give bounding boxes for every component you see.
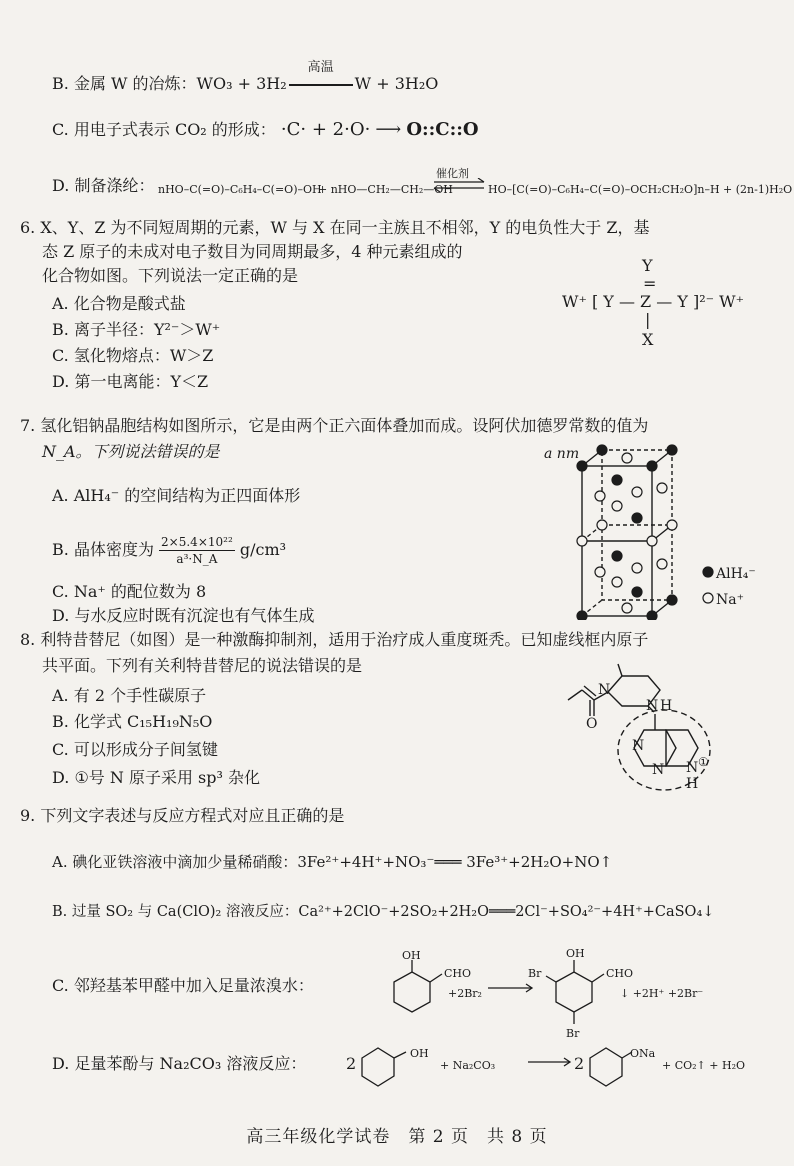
question-number: 6.	[20, 218, 36, 237]
option-text: ①号 N 原子采用 sp³ 杂化	[74, 768, 260, 787]
q7-option-b	[52, 534, 286, 567]
electron-rhs: O::C::O	[406, 119, 479, 140]
crystal-cell-figure	[540, 440, 790, 620]
option-c-co2-line	[52, 120, 479, 140]
reagent-na2co3: + Na₂CO₃	[440, 1059, 496, 1072]
product-cho: CHO	[606, 967, 634, 980]
reactant-oh: OH	[402, 949, 421, 962]
option-letter: D.	[52, 768, 70, 787]
q9-option-d	[52, 1054, 306, 1074]
q6-option-d	[52, 372, 208, 392]
q7-option-d	[52, 606, 314, 626]
q6-option-a	[52, 294, 186, 314]
option-text: 晶体密度为	[73, 540, 154, 559]
option-letter: B.	[52, 320, 69, 339]
legend-alh4: AlH₄⁻	[716, 566, 756, 582]
pyrrole-h: H	[686, 776, 699, 792]
q6-option-b	[52, 320, 220, 340]
option-text: 氢化物熔点：W＞Z	[73, 346, 214, 365]
option-letter: D.	[52, 606, 70, 625]
phenol-oh: OH	[410, 1047, 429, 1060]
q8-option-a	[52, 686, 206, 706]
carbonyl-o: O	[586, 716, 598, 732]
option-text: 用电子式表示 CO₂ 的形成：	[73, 120, 276, 139]
q6-stem-line2: 态 Z 原子的未成对电子数目为同周期最多，4 种元素组成的	[42, 242, 463, 261]
option-letter: C.	[52, 740, 69, 759]
q8-text: 利特昔替尼（如图）是一种激酶抑制剂，适用于治疗成人重度斑秃。已知虚线框内原子	[40, 630, 649, 649]
option-text: 化合物是酸式盐	[73, 294, 186, 313]
q8-option-b	[52, 712, 212, 732]
reagent-br2: +2Br₂	[448, 987, 482, 1000]
polymer-reactant2: + nHO—CH₂—CH₂—OH	[318, 183, 453, 196]
option-letter: A.	[52, 294, 69, 313]
reaction-condition: 高温	[307, 60, 334, 75]
option-d-polymer-line	[52, 176, 154, 196]
structure-single-bond: |	[645, 310, 651, 329]
option-letter: D.	[52, 372, 70, 391]
arrow-icon: ⟶	[375, 119, 402, 140]
structure-double-bond: =	[643, 274, 657, 293]
fraction-denominator: a³·N_A	[176, 552, 218, 566]
option-letter: B.	[52, 540, 69, 559]
q8-stem-line1	[20, 630, 648, 650]
structure-main-row: W⁺ [ Y — Z — Y ]²⁻ W⁺	[562, 292, 745, 311]
option-text: 第一电离能：Y＜Z	[74, 372, 209, 391]
q8-option-d	[52, 768, 260, 788]
product-coefficient: 2	[574, 1054, 585, 1073]
cell-edge-label: a nm	[544, 446, 580, 462]
q6-option-c	[52, 346, 213, 366]
electron-lhs: ·C· + 2·O·	[280, 119, 371, 140]
reactant-cho: CHO	[444, 967, 472, 980]
q8-stem-line2: 共平面。下列有关利特昔替尼的说法错误的是	[42, 656, 363, 675]
position-1-label: ①	[698, 755, 709, 769]
option-letter: C.	[52, 582, 69, 601]
phenol-coefficient: 2	[346, 1054, 357, 1073]
option-letter: A.	[52, 853, 68, 871]
polymer-product: HO–[C(=O)–C₆H₄–C(=O)–OCH₂CH₂O]n–H + (2n-1)H₂O	[488, 183, 793, 196]
q7-stem-line1	[20, 416, 648, 436]
option-b-w-line	[52, 60, 439, 94]
option-text: 可以形成分子间氢键	[73, 740, 218, 759]
question-number: 9.	[20, 806, 36, 825]
q9-stem	[20, 806, 344, 826]
pyrrole-n: N	[686, 760, 699, 776]
option-letter: B.	[52, 904, 68, 920]
option-letter: B.	[52, 712, 69, 731]
option-letter: D.	[52, 176, 70, 195]
q9-text: 下列文字表述与反应方程式对应且正确的是	[40, 806, 345, 825]
amine-n: N	[646, 698, 659, 714]
density-unit: g/cm³	[239, 540, 287, 559]
ritlecitinib-structure	[560, 660, 790, 810]
ring-n-bottom: N	[652, 762, 665, 778]
option-letter: C.	[52, 976, 69, 995]
reaction-product: W + 3H₂O	[354, 74, 439, 93]
product-tail: ↓ +2H⁺ +2Br⁻	[620, 987, 704, 1000]
product-oh: OH	[566, 947, 585, 960]
option-letter: C.	[52, 346, 69, 365]
structure-top-y: Y	[642, 256, 653, 275]
q7-stem-line2: N_A。下列说法错误的是	[42, 442, 220, 461]
question-number: 7.	[20, 416, 36, 435]
option-text: AlH₄⁻ 的空间结构为正四面体形	[73, 486, 301, 505]
ring-n-left: N	[632, 738, 645, 754]
option-text: 碘化亚铁溶液中滴加少量稀硝酸：3Fe²⁺+4H⁺+NO₃⁻═══ 3Fe³⁺+2H₂O+NO↑	[72, 853, 613, 871]
page-footer: 高三年级化学试卷 第 2 页 共 8 页	[246, 1127, 548, 1147]
q8-option-c	[52, 740, 218, 760]
amine-h: H	[660, 698, 673, 714]
catalyst-label: 催化剂	[436, 167, 469, 180]
option-letter: D.	[52, 1054, 70, 1073]
q9-option-a	[52, 852, 612, 872]
option-text: Na⁺ 的配位数为 8	[73, 582, 207, 601]
option-text: 与水反应时既有沉淀也有气体生成	[74, 606, 315, 625]
density-fraction	[159, 534, 235, 567]
polymer-reactant1: nHO–C(=O)–C₆H₄–C(=O)–OH	[158, 183, 322, 196]
product-ona: ONa	[630, 1047, 656, 1060]
product-br-para: Br	[566, 1027, 580, 1040]
option-text: 离子半径：Y²⁻＞W⁺	[73, 320, 221, 339]
option-letter: A.	[52, 486, 69, 505]
q7-text: 氢化铝钠晶胞结构如图所示，它是由两个正六面体叠加而成。设阿伏加德罗常数的值为	[40, 416, 649, 435]
structure-bottom-x: X	[642, 330, 654, 349]
option-text: 有 2 个手性碳原子	[73, 686, 207, 705]
q6-text: X、Y、Z 为不同短周期的元素，W 与 X 在同一主族且不相邻，Y 的电负性大于 Z，基	[40, 218, 650, 237]
question-number: 8.	[20, 630, 36, 649]
fraction-numerator: 2×5.4×10²²	[161, 535, 233, 549]
q6-stem-line3: 化合物如图。下列说法一定正确的是	[42, 266, 299, 285]
equilibrium-arrow-icon	[432, 178, 486, 192]
option-text: 化学式 C₁₅H₁₉N₅O	[73, 712, 213, 731]
option-letter: C.	[52, 120, 69, 139]
option-text: 邻羟基苯甲醛中加入足量浓溴水：	[73, 976, 314, 995]
option-text: 足量苯酚与 Na₂CO₃ 溶液反应：	[74, 1054, 307, 1073]
reaction-arrow	[287, 60, 355, 94]
phenoxide-ring	[584, 1034, 634, 1094]
option-letter: A.	[52, 686, 69, 705]
piperidine-n: N	[598, 682, 611, 698]
legend-na: Na⁺	[716, 592, 744, 608]
q7-option-a	[52, 486, 300, 506]
option-text: 金属 W 的冶炼：WO₃ + 3H₂	[73, 74, 287, 93]
product-tail: + CO₂↑ + H₂O	[662, 1059, 746, 1072]
q7-option-c	[52, 582, 206, 602]
option-text: 过量 SO₂ 与 Ca(ClO)₂ 溶液反应：Ca²⁺+2ClO⁻+2SO₂+2H₂O═══2Cl⁻+SO₄²⁻+4H⁺+CaSO₄↓	[71, 904, 715, 920]
q9-option-b	[52, 902, 714, 922]
q9-option-c	[52, 976, 314, 996]
option-text: 制备涤纶：	[74, 176, 155, 195]
product-br-ortho: Br	[528, 967, 542, 980]
q6-stem-line1	[20, 218, 649, 238]
option-letter: B.	[52, 74, 69, 93]
